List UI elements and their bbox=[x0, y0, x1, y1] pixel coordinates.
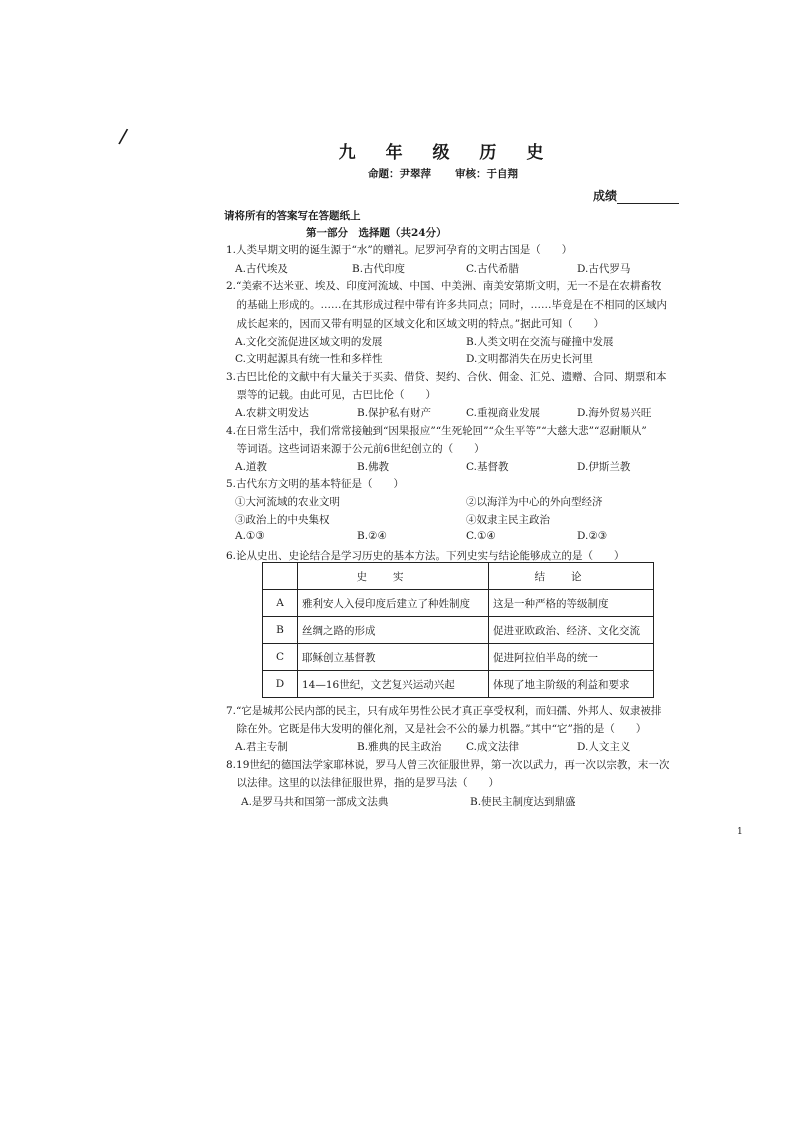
question-3-stem-line1: 3.古巴比伦的文献中有大量关于买卖、借贷、契约、合伙、佣金、汇兑、遗赠、合同、期票和本 bbox=[226, 371, 667, 383]
question-2-stem-line1: 2.“美索不达米亚、埃及、印度河流域、中国、中美洲、南美安第斯文明，无一不是在农耕畜牧 bbox=[226, 280, 662, 292]
table-header-cell: 史实 bbox=[298, 563, 489, 590]
table-cell: C bbox=[263, 644, 298, 671]
reviewer-label: 审核：于自翔 bbox=[455, 168, 518, 180]
table-header-cell bbox=[263, 563, 298, 590]
q5-item-4: ④奴隶主民主政治 bbox=[466, 514, 550, 526]
q2-option-c: C.文明起源具有统一性和多样性 bbox=[235, 353, 383, 365]
authors-line bbox=[368, 166, 542, 181]
page-title: 九 年 级 历 史 bbox=[338, 143, 556, 163]
q4-option-d: D.伊斯兰教 bbox=[577, 461, 631, 473]
score-blank bbox=[617, 191, 679, 204]
q7-option-a: A.君主专制 bbox=[235, 741, 288, 753]
table-cell: 这是一种严格的等级制度 bbox=[489, 590, 654, 617]
q4-option-a: A.道教 bbox=[235, 461, 267, 473]
question-5-stem: 5.古代东方文明的基本特征是（ ） bbox=[226, 478, 405, 490]
score-label: 成绩 bbox=[593, 189, 618, 203]
table-header-row bbox=[263, 563, 654, 590]
q5-option-a: A.①③ bbox=[235, 530, 265, 542]
page-number: 1 bbox=[737, 827, 743, 837]
q5-item-2: ②以海洋为中心的外向型经济 bbox=[466, 496, 603, 508]
question-3-stem-line2: 票等的记载。由此可见，古巴比伦（ ） bbox=[226, 389, 436, 401]
q7-option-d: D.人文主义 bbox=[577, 741, 631, 753]
q5-item-3: ③政治上的中央集权 bbox=[235, 514, 330, 526]
question-2-stem-line2: 的基础上形成的。……在其形成过程中带有许多共同点；同时，……毕竟是在不相同的区域内 bbox=[226, 299, 667, 311]
table-cell: D bbox=[263, 671, 298, 698]
q3-option-c: C.重视商业发展 bbox=[466, 407, 540, 419]
table-cell: B bbox=[263, 617, 298, 644]
table-cell: 体现了地主阶级的利益和要求 bbox=[489, 671, 654, 698]
q1-option-c: C.古代希腊 bbox=[466, 263, 519, 275]
q4-option-b: B.佛教 bbox=[357, 461, 390, 473]
q4-option-c: C.基督教 bbox=[466, 461, 509, 473]
question-4-stem-line1: 4.在日常生活中，我们常常接触到“因果报应”“生死轮回”“众生平等”“大慈大悲”“忍耐顺从” bbox=[226, 425, 647, 437]
table-cell: 14—16世纪，文艺复兴运动兴起 bbox=[298, 671, 489, 698]
table-header-cell: 结论 bbox=[489, 563, 654, 590]
q8-option-a: A.是罗马共和国第一部成文法典 bbox=[241, 796, 389, 808]
table-row bbox=[263, 617, 654, 644]
question-7-stem-line1: 7.“它是城邦公民内部的民主，只有成年男性公民才真正享受权利，而妇孺、外邦人、奴隶被排 bbox=[226, 705, 662, 717]
pen-mark: / bbox=[117, 123, 130, 149]
instruction-text: 请将所有的答案写在答题纸上 bbox=[224, 210, 361, 222]
table-cell: 促进亚欧政治、经济、文化交流 bbox=[489, 617, 654, 644]
question-1-stem: 1.人类早期文明的诞生源于“水”的赠礼。尼罗河孕育的文明古国是（ ） bbox=[226, 244, 573, 256]
table-row bbox=[263, 590, 654, 617]
question-8-stem-line1: 8.19世纪的德国法学家耶林说，罗马人曾三次征服世界，第一次以武力，再一次以宗教，末一次 bbox=[226, 759, 670, 771]
table-row bbox=[263, 644, 654, 671]
q3-option-b: B.保护私有财产 bbox=[357, 407, 432, 419]
q5-option-d: D.②③ bbox=[577, 530, 608, 542]
q5-item-1: ①大河流域的农业文明 bbox=[235, 496, 340, 508]
section-heading: 第一部分 选择题（共24分） bbox=[306, 227, 447, 239]
question-7-stem-line2: 除在外。它既是伟大发明的催化剂，又是社会不公的暴力机器。”其中“它”指的是（ ） bbox=[226, 723, 647, 735]
q5-option-c: C.①④ bbox=[466, 530, 496, 542]
score-field bbox=[593, 187, 679, 204]
question-8-stem-line2: 以法律。这里的以法律征服世界，指的是罗马法（ ） bbox=[226, 777, 499, 789]
table-row bbox=[263, 671, 654, 698]
q7-option-c: C.成文法律 bbox=[466, 741, 519, 753]
q2-option-b: B.人类文明在交流与碰撞中发展 bbox=[466, 336, 614, 348]
q1-option-d: D.古代罗马 bbox=[577, 263, 631, 275]
q8-option-b: B.使民主制度达到鼎盛 bbox=[470, 796, 576, 808]
table-cell: 促进阿拉伯半岛的统一 bbox=[489, 644, 654, 671]
q1-option-a: A.古代埃及 bbox=[235, 263, 288, 275]
q3-option-a: A.农耕文明发达 bbox=[235, 407, 309, 419]
q3-option-d: D.海外贸易兴旺 bbox=[577, 407, 652, 419]
table-cell: 丝绸之路的形成 bbox=[298, 617, 489, 644]
table-cell: 耶稣创立基督教 bbox=[298, 644, 489, 671]
writer-label: 命题：尹翠萍 bbox=[368, 168, 431, 180]
q6-table bbox=[262, 562, 654, 698]
q2-option-a: A.文化交流促进区域文明的发展 bbox=[235, 336, 383, 348]
question-4-stem-line2: 等词语。这些词语来源于公元前6世纪创立的（ ） bbox=[226, 443, 485, 455]
q7-option-b: B.雅典的民主政治 bbox=[357, 741, 442, 753]
question-2-stem-line3: 成长起来的，因而又带有明显的区域文化和区域文明的特点。”据此可知（ ） bbox=[226, 318, 605, 330]
q2-option-d: D.文明都消失在历史长河里 bbox=[466, 353, 593, 365]
question-6-stem: 6.论从史出、史论结合是学习历史的基本方法。下列史实与结论能够成立的是（ ） bbox=[226, 550, 625, 562]
table-cell: A bbox=[263, 590, 298, 617]
table-cell: 雅利安人入侵印度后建立了种姓制度 bbox=[298, 590, 489, 617]
q5-option-b: B.②④ bbox=[357, 530, 387, 542]
q1-option-b: B.古代印度 bbox=[352, 263, 406, 275]
